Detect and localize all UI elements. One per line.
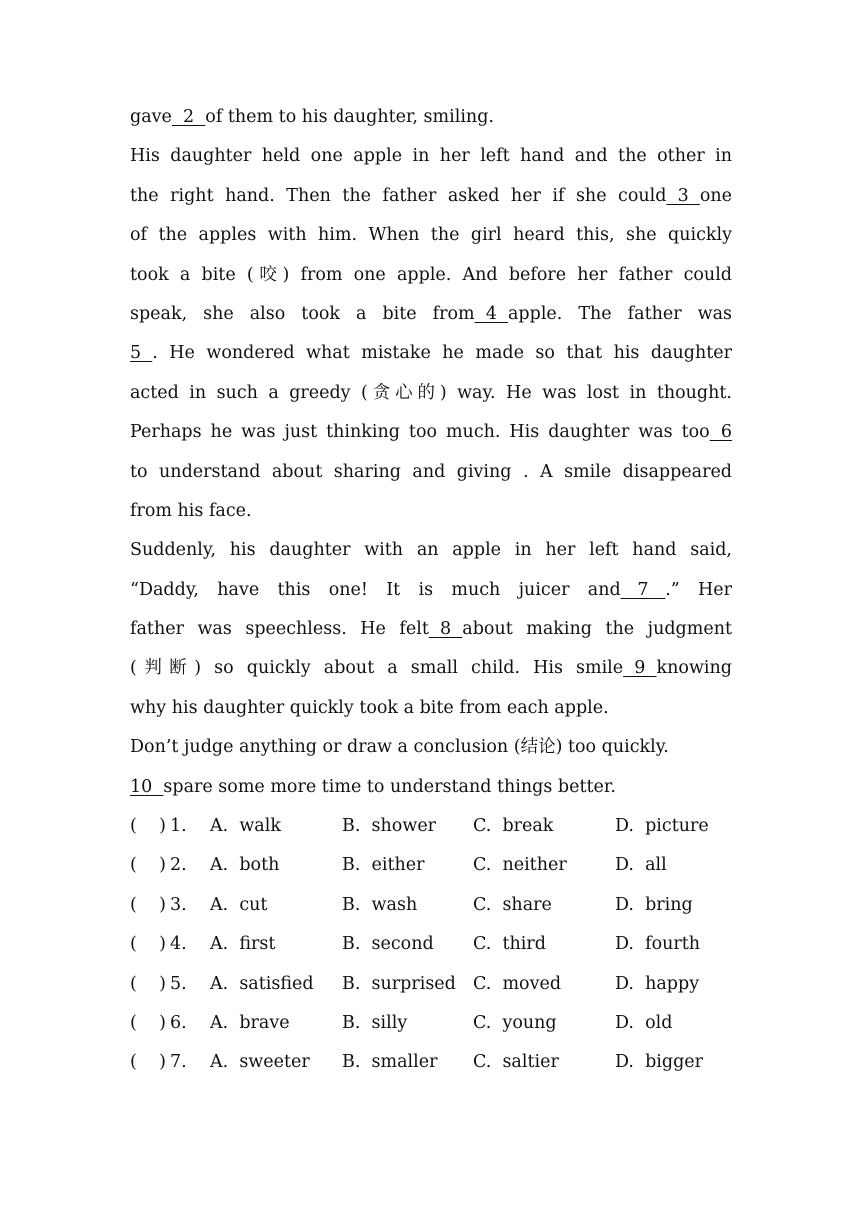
option-a: A. both [210, 855, 280, 876]
option-d: D. old [615, 1012, 673, 1033]
passage-line [130, 610, 732, 649]
passage-line: of the apples with him. When the girl heard this, she quickly [130, 225, 732, 246]
question-number: 7. [170, 1052, 187, 1073]
passage-text: of them to his daughter, smiling. [205, 107, 494, 127]
option-c: C. young [473, 1012, 557, 1033]
passage-line [130, 334, 732, 373]
option-d: D. bigger [615, 1052, 704, 1073]
answer-bracket[interactable]: ( ) [130, 973, 166, 994]
option-c: C. share [473, 894, 552, 915]
answer-blank: 6 [709, 422, 732, 443]
option-a: A. sweeter [210, 1052, 310, 1073]
passage-line [130, 571, 732, 610]
passage-line: Don’t judge anything or draw a conclusion (结论) too quickly. [130, 737, 669, 758]
passage-text: apple. The father was [508, 303, 732, 324]
option-a: A. brave [210, 1012, 290, 1033]
question-row [130, 886, 732, 925]
option-c: C. neither [473, 855, 567, 876]
option-b: B. smaller [342, 1052, 438, 1073]
option-c: C. moved [473, 973, 562, 994]
passage-line: why his daughter quickly took a bite from each apple. [130, 697, 609, 718]
passage-line: to understand about sharing and giving . A smile disappeared [130, 461, 732, 482]
question-number: 4. [170, 934, 187, 955]
question-number: 1. [170, 816, 187, 837]
option-c: C. break [473, 816, 554, 837]
option-d: D. fourth [615, 934, 701, 955]
option-b: B. second [342, 934, 434, 955]
question-number: 2. [170, 855, 187, 876]
option-b: B. wash [342, 894, 418, 915]
question-row [130, 925, 732, 964]
passage-line: from his face. [130, 500, 252, 521]
answer-blank: 7 [620, 579, 666, 600]
option-d: D. picture [615, 816, 709, 837]
answer-bracket[interactable]: ( ) [130, 934, 166, 955]
answer-blank: 2 [171, 107, 206, 127]
passage-line: His daughter held one apple in her left hand and the other in [130, 146, 732, 167]
passage-line [130, 413, 732, 452]
question-row [130, 965, 732, 1004]
passage-line: acted in such a greedy (贪心的) way. He was lost in thought. [130, 382, 732, 403]
passage-text: gave [130, 107, 172, 127]
passage-text: the right hand. Then the father asked her if she could [130, 185, 667, 206]
answer-bracket[interactable]: ( ) [130, 855, 166, 876]
option-a: A. walk [210, 816, 281, 837]
passage-line [130, 98, 732, 137]
answer-bracket[interactable]: ( ) [130, 1012, 166, 1033]
passage-line [130, 177, 732, 216]
option-c: C. saltier [473, 1052, 559, 1073]
passage-text: one [699, 185, 732, 206]
passage-line: took a bite (咬) from one apple. And before her father could [130, 264, 732, 285]
passage-text: (判断) so quickly about a small child. His smile [130, 658, 624, 679]
option-d: D. happy [615, 973, 700, 994]
document-page [130, 98, 732, 1083]
passage-text: “Daddy, have this one! It is much juicer and [130, 579, 621, 600]
question-list [130, 807, 732, 1083]
option-d: D. all [615, 855, 667, 876]
option-a: A. cut [210, 894, 268, 915]
option-b: B. silly [342, 1012, 408, 1033]
option-c: C. third [473, 934, 546, 955]
answer-blank: 3 [666, 185, 700, 206]
answer-blank: 8 [428, 619, 463, 640]
answer-bracket[interactable]: ( ) [130, 1052, 166, 1073]
question-row [130, 1043, 732, 1082]
answer-blank: 4 [474, 303, 508, 324]
question-row [130, 807, 732, 846]
passage-text: spare some more time to understand things better. [163, 776, 616, 797]
option-b: B. either [342, 855, 425, 876]
passage-line [130, 295, 732, 334]
passage-text: .” Her [665, 579, 732, 600]
passage-line [130, 649, 732, 688]
question-row [130, 846, 732, 885]
answer-blank: 9 [623, 658, 657, 679]
option-d: D. bring [615, 894, 693, 915]
answer-bracket[interactable]: ( ) [130, 894, 166, 915]
option-a: A. first [210, 934, 276, 955]
question-number: 5. [170, 973, 187, 994]
answer-bracket[interactable]: ( ) [130, 816, 166, 837]
passage-text: knowing [656, 658, 732, 679]
passage-text: Perhaps he was just thinking too much. His daughter was too [130, 422, 710, 443]
option-b: B. shower [342, 816, 437, 837]
passage-text: about making the judgment [462, 619, 732, 640]
passage-text: speak, she also took a bite from [130, 303, 475, 324]
passage-text: father was speechless. He felt [130, 619, 429, 640]
passage-text: . He wondered what mistake he made so that his daughter [152, 343, 732, 364]
option-b: B. surprised [342, 973, 456, 994]
answer-blank: 10 [130, 776, 164, 797]
question-number: 3. [170, 894, 187, 915]
question-number: 6. [170, 1012, 187, 1033]
question-row [130, 1004, 732, 1043]
passage-line [130, 768, 732, 807]
option-a: A. satisfied [210, 973, 314, 994]
answer-blank: 5 [130, 343, 153, 364]
passage-line: Suddenly, his daughter with an apple in her left hand said, [130, 540, 732, 561]
